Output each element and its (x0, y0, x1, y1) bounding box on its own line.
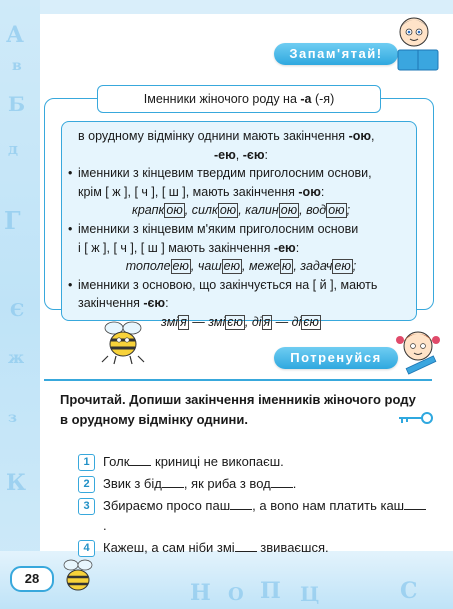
decor-letter-p: П (260, 578, 281, 604)
example-word-ending: ею (172, 259, 189, 274)
rule-line1-text: в орудному відмінку однини мають закінчення (78, 129, 349, 143)
bullet-dot: • (68, 221, 73, 236)
rule-bullet-2-examples (68, 257, 414, 276)
rule-b2-text-1: іменники з кінцевим м'яким приголосним основи (78, 221, 359, 236)
page-number: 28 (10, 566, 54, 592)
answer-blank[interactable] (129, 453, 151, 466)
example-separator: — (188, 314, 209, 329)
example-separator: ; (352, 259, 357, 274)
rule-bullet-1-examples (68, 201, 414, 220)
exercise-text: . (103, 518, 107, 533)
decor-letter-ie: Є (10, 300, 25, 321)
exercise-3 (78, 496, 428, 536)
decor-letter-ts: Ц (300, 582, 320, 606)
example-word-ending: ою (166, 203, 183, 218)
decor-letter-g: Г (4, 206, 21, 235)
example-word-ending: єю (303, 314, 319, 329)
girl-with-pencil-illustration (394, 324, 446, 380)
decor-letter-d: д (8, 140, 18, 158)
rule-line1-comma: , (371, 129, 375, 143)
rule-line-2 (68, 146, 414, 165)
exercise-text: . (292, 476, 297, 491)
example-word-stem: силк (191, 203, 218, 218)
practice-banner: Потренуйся (274, 347, 398, 369)
example-word-stem: змі (208, 314, 226, 329)
rule-b1-ending: -ою (298, 184, 321, 199)
rule-b3-colon: : (165, 296, 169, 311)
example-word-stem: задач (300, 259, 333, 274)
example-separator: , (293, 259, 301, 274)
bee-illustration (100, 318, 146, 366)
exercise-2 (78, 474, 428, 494)
answer-blank[interactable] (162, 475, 184, 488)
answer-blank[interactable] (230, 497, 252, 510)
example-word-ending: ю (281, 259, 292, 274)
rule-line1-ending: -ою (348, 129, 372, 143)
example-word-stem: крапк (131, 203, 165, 218)
decor-letter-k: К (6, 470, 27, 496)
exercise-number: 3 (78, 498, 95, 515)
example-separator: , (299, 203, 307, 218)
decor-letter-z: з (8, 410, 17, 426)
top-decor-strip (0, 0, 453, 14)
rule-bullet-2-line-2 (68, 239, 414, 258)
example-word-stem: ді (251, 314, 262, 329)
answer-blank[interactable] (235, 539, 257, 552)
small-bee-icon (58, 556, 98, 596)
rule-b3-text-2: закінчення (78, 296, 144, 311)
rule-bullet-1-line-2 (68, 183, 414, 202)
task-instruction: Прочитай. Допиши закінчення іменників жіночого роду в орудному відмінку однини. (60, 392, 416, 427)
rule-title (97, 85, 381, 113)
exercise-list (78, 452, 428, 560)
rule-text (68, 127, 414, 332)
exercise-text: Збираємо просо паш (103, 498, 231, 513)
decor-letter-be: Б (8, 92, 26, 116)
rule-b3-text-1: іменники з основою, що закінчується на [ й ], мають (78, 277, 378, 292)
rule-b3-ending: -єю (143, 296, 166, 311)
rule-bullet-3-line-2 (68, 294, 414, 313)
example-word-stem: змі (161, 314, 179, 329)
example-word-stem: калин (245, 203, 279, 218)
rule-b1-text-2: крім [ ж ], [ ч ], [ ш ], мають закінчення (78, 184, 299, 199)
exercise-text: Голк (103, 454, 130, 469)
example-separator: , (244, 314, 252, 329)
decor-letter-s: С (400, 578, 418, 604)
example-word-ending: ою (328, 203, 345, 218)
exercise-number: 4 (78, 540, 95, 557)
rule-bullet-2-line-1 (68, 220, 414, 239)
example-word-stem: ді (291, 314, 302, 329)
decor-letter-b: в (12, 58, 22, 74)
remember-banner: Запам'ятай! (274, 43, 398, 65)
bullet-dot: • (68, 277, 73, 292)
example-word-stem: чаш (197, 259, 222, 274)
exercise-text: , як риба з вод (183, 476, 271, 491)
rule-b2-ending: -ею (273, 240, 296, 255)
rule-line2-sep: , (235, 147, 243, 162)
rule-line2-ending-1: -ею (214, 147, 236, 162)
key-icon (397, 411, 435, 425)
bullet-dot: • (68, 166, 73, 181)
example-word-stem: вод (306, 203, 327, 218)
rule-b2-colon: : (295, 240, 300, 255)
example-word-ending: я (180, 314, 187, 329)
rule-title-ending: -а (300, 92, 312, 106)
rule-b2-text-2: і [ ж ], [ ч ], [ ш ] мають закінчення (78, 240, 274, 255)
exercise-1 (78, 452, 428, 472)
rule-line2-ending-2: -єю (242, 147, 265, 162)
decor-letter-zh: ж (8, 348, 25, 367)
exercise-number: 1 (78, 454, 95, 471)
example-separator: , (190, 259, 198, 274)
example-word-ending: ею (223, 259, 241, 274)
example-separator: , (184, 203, 192, 218)
rule-line2-colon: : (264, 147, 268, 162)
answer-blank[interactable] (404, 497, 426, 510)
boy-reading-illustration (392, 14, 444, 74)
decor-letter-a: А (6, 22, 24, 48)
answer-blank[interactable] (271, 475, 293, 488)
example-word-ending: я (263, 314, 271, 329)
example-word-ending: ою (219, 203, 237, 218)
exercise-text: Кажеш, а сам ніби змі (103, 540, 235, 555)
exercise-text: звиваєшся. (256, 540, 329, 555)
decor-letter-o: О (228, 584, 244, 605)
example-word-ending: ою (280, 203, 298, 218)
rule-bullet-1-line-1 (68, 164, 414, 183)
example-word-ending: ею (334, 259, 351, 274)
task-divider (44, 379, 432, 381)
decor-letter-n: Н (190, 580, 211, 606)
example-word-stem: тополе (125, 259, 171, 274)
exercise-4 (78, 538, 428, 558)
example-separator: , (242, 259, 249, 274)
rule-line-1 (68, 127, 414, 146)
rule-b1-colon: : (320, 184, 325, 199)
example-word-stem: меже (248, 259, 280, 274)
example-word-ending: єю (227, 314, 243, 329)
example-separator: ; (346, 203, 351, 218)
rule-b1-text-1: іменники з кінцевим твердим приголосним основи, (78, 166, 372, 181)
exercise-number: 2 (78, 476, 95, 493)
rule-bullet-3-line-1 (68, 276, 414, 295)
example-separator: , (238, 203, 246, 218)
rule-title-suffix: (-я) (311, 92, 335, 106)
exercise-text: Звик з бід (103, 476, 162, 491)
exercise-text: , а вono нам платить каш (252, 498, 405, 513)
rule-title-prefix: Іменники жіночого роду на (143, 92, 301, 106)
exercise-text: криниці не викопаєш. (151, 454, 284, 469)
example-separator: — (272, 314, 292, 329)
